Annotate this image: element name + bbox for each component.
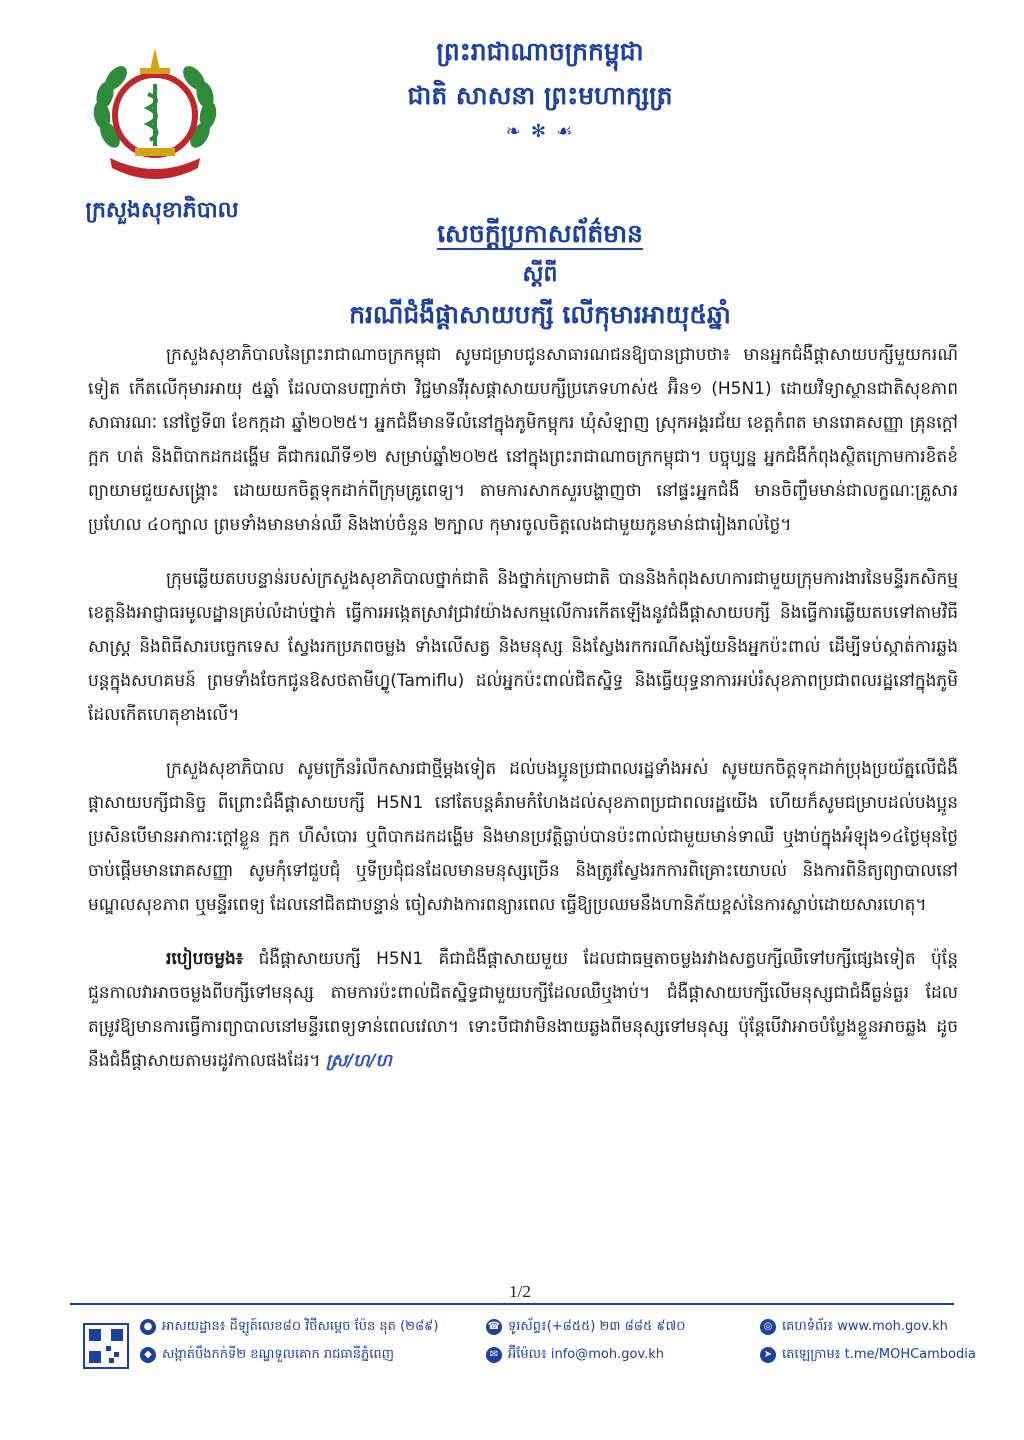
telegram-icon: ➤: [760, 1347, 776, 1363]
page-number: 1/2: [509, 1282, 531, 1301]
initials-signature: ស្រ/ហ/ហ: [325, 1051, 392, 1071]
title-line-1: សេចក្តីប្រកាសព័ត៌មាន: [437, 219, 643, 248]
phone-icon: ☎: [486, 1319, 502, 1335]
footer-website[interactable]: ◎ គេហទំព័រ៖ www.moh.gov.kh: [760, 1318, 948, 1337]
paragraph-1: ក្រសួងសុខាភិបាលនៃព្រះរាជាណាចក្រកម្ពុជា សូមជម្រាបជូនសាធារណជនឱ្យបានជ្រាបថា៖ មានអ្នកជំងឺផ្តាសាយបក្សីមួយករណីទៀត កើតលើកុមារអាយុ ៥ឆ្នាំ ដែលបានបញ្ជាក់ថា វិជ្ជមានវីរុសផ្តាសាយបក្សីប្រភេទហាស់៥ អ៊ិន១ (H5N1) ដោយវិទ្យាស្ថានជាតិសុខភាពសាធារណៈ នៅថ្ងៃទី៣ ខែកក្កដា ឆ្នាំ២០២៥។ អ្នកជំងឺមានទីលំនៅក្នុងភូមិកម្ពុករ ឃុំសំឡាញ ស្រុកអង្គរជ័យ ខេត្តកំពត មានរោគសញ្ញា គ្រុនក្តៅ ក្អក ហត់ និងពិបាកដកដង្ហើម គឺជាករណីទី១២ សម្រាប់ឆ្នាំ២០២៥ នៅក្នុងព្រះរាជាណាចក្រកម្ពុជា។ បច្ចុប្បន្ន អ្នកជំងឺកំពុងស្ថិតក្រោមការខិតខំព្យាយាមជួយសង្គ្រោះ ដោយយកចិត្តទុកដាក់ពីក្រុមគ្រូពេទ្យ។ តាមការសាកសួរបង្ហាញថា នៅផ្ទះអ្នកជំងឺ មានចិញ្ចឹមមាន់ជាលក្ខណៈគ្រួសារប្រហែល ៤០ក្បាល ព្រមទាំងមានមាន់ឈឺ និងងាប់ចំនួន ២ក្បាល កុមារចូលចិត្តលេងជាមួយកូនមាន់ជារៀងរាល់ថ្ងៃ។: [88, 345, 958, 535]
nation-religion-king: ជាតិ សាសនា ព្រះមហាក្សត្រ: [407, 81, 673, 110]
ministry-emblem-logo: [80, 40, 230, 190]
document-title: [240, 212, 840, 336]
qr-code-icon: [84, 1324, 128, 1368]
email-icon: ✉: [486, 1347, 502, 1363]
paragraph-2: ក្រុមឆ្លើយតបបន្ទាន់របស់ក្រសួងសុខាភិបាលថ្នាក់ជាតិ និងថ្នាក់ក្រោមជាតិ បាននិងកំពុងសហការជាមួយក្រុមការងារនៃមន្ទីរកសិកម្មខេត្តនិងអាជ្ញាធរមូលដ្ឋានគ្រប់លំដាប់ថ្នាក់ ធ្វើការអង្កេតស្រាវជ្រាវយ៉ាងសកម្មលើការកើតឡើងនូវជំងឺផ្តាសាយបក្សី និងធ្វើការឆ្លើយតបទៅតាមវិធីសាស្ត្រ និងពិធីសារបច្ចេកទេស ស្វែងរកប្រភពចម្លង ទាំងលើសត្វ និងមនុស្ស និងស្វែងរកករណីសង្ស័យនិងអ្នកប៉ះពាល់ ដើម្បីទប់ស្កាត់ការឆ្លងបន្តក្នុងសហគមន៍ ព្រមទាំងចែកជូនឱសថតាមីហ្វ្លូ(Tamiflu) ដល់អ្នកប៉ះពាល់ជិតស្និទ្ធ និងធ្វើយុទ្ធនាការអប់រំសុខភាពប្រជាពលរដ្ឋនៅក្នុងភូមិដែលកើតហេតុខាងលើ។: [88, 569, 958, 725]
national-motto: [300, 30, 780, 146]
map-icon: ◆: [140, 1347, 156, 1363]
ministry-name: ក្រសួងសុខាភិបាល: [85, 198, 239, 223]
title-line-2: ស្តីពី: [522, 262, 558, 287]
title-line-3: ករណីជំងឺផ្តាសាយបក្សី លើកុមារអាយុ៥ឆ្នាំ: [349, 300, 731, 329]
paragraph-4-text: ជំងឺផ្តាសាយបក្សី H5N1 គឺជាជំងឺផ្តាសាយមួយ ដែលជាធម្មតាចម្លងរវាងសត្វបក្សីឈឺទៅបក្សីផ្សេងទៀត ប៉ុន្តែជួនកាលវាអាចចម្លងពីបក្សីទៅមនុស្ស តាមការប៉ះពាល់ជិតស្និទ្ធជាមួយបក្សីដែលឈឺឬងាប់។ ជំងឺផ្តាសាយបក្សីលើមនុស្សជាជំងឺធ្ងន់ធ្ងរ ដែលតម្រូវឱ្យមានការធ្វើការព្យាបាលនៅមន្ទីរពេទ្យទាន់ពេលវេលា។ ទោះបីជាវាមិនងាយឆ្លងពីមនុស្សទៅមនុស្ស ប៉ុន្តែបើវាអាចបំប្លែងខ្លួនអាចឆ្លង ដូចនឹងជំងឺផ្តាសាយតាមរដូវកាលផងដែរ។: [88, 949, 958, 1071]
kingdom-title: ព្រះរាជាណាចក្រកម្ពុជា: [436, 37, 644, 66]
footer-telegram[interactable]: ➤ តេឡេក្រាម៖ t.me/MOHCambodia: [760, 1346, 976, 1365]
footer-address-1: ● អាសយដ្ឋាន៖ ដីឡូត៍លេខ៨០ វិថីសម្តេច ប៉ែន នុត (២៨៩): [140, 1318, 438, 1337]
ornament-divider: ❧ ✻ ☙: [505, 121, 575, 142]
transmission-heading: របៀបចម្លង៖: [166, 949, 244, 969]
document-body: [88, 338, 958, 1071]
paragraph-3: ក្រសួងសុខាភិបាល សូមក្រើនរំលឹកសារជាថ្មីម្តងទៀត ដល់បងប្អូនប្រជាពលរដ្ឋទាំងអស់ សូមយកចិត្តទុកដាក់ប្រុងប្រយ័ត្នលើជំងឺផ្តាសាយបក្សីជានិច្ច ពីព្រោះជំងឺផ្តាសាយបក្សី H5N1 នៅតែបន្តគំរាមកំហែងដល់សុខភាពប្រជាពលរដ្ឋយើង ហើយក៏សូមជម្រាបដល់បងប្អូន ប្រសិនបើមានអាការៈក្តៅខ្លួន ក្អក ហឺសំបោរ ឬពិបាកដកដង្ហើម និងមានប្រវត្តិធ្លាប់បានប៉ះពាល់ជាមួយមាន់ទាឈឺ ឬងាប់ក្នុងអំឡុង១៤ថ្ងៃមុនថ្ងៃចាប់ផ្តើមមានរោគសញ្ញា សូមកុំទៅជួបជុំ ឬទីប្រជុំជនដែលមានមនុស្សច្រើន និងត្រូវស្វែងរកការពិគ្រោះយោបល់ និងការពិនិត្យព្យាបាលនៅមណ្ឌលសុខភាព ឬមន្ទីរពេទ្យ ដែលនៅជិតជាបន្ទាន់ ចៀសវាងការពន្យារពេល ធ្វើឱ្យប្រឈមនឹងហានិភ័យខ្ពស់នៃការស្លាប់ដោយសារហេតុ។: [88, 759, 958, 915]
paragraph-4: [88, 942, 958, 1078]
globe-icon: ◎: [760, 1319, 776, 1335]
footer: [0, 1308, 1024, 1428]
footer-phone: ☎ ទូរស័ព្ទ៖(+៨៥៥) ២៣ ៨៨៥ ៩៧០: [487, 1319, 686, 1334]
footer-address-2: ◆ សង្កាត់បឹងកក់ទី២ ខណ្ឌទួលគោក រាជធានីភ្នំពេញ: [140, 1346, 394, 1365]
location-pin-icon: ●: [140, 1319, 156, 1335]
footer-email[interactable]: ✉ អ៊ីម៉ែល៖ info@moh.gov.kh: [486, 1346, 664, 1365]
footer-divider: [70, 1303, 954, 1305]
